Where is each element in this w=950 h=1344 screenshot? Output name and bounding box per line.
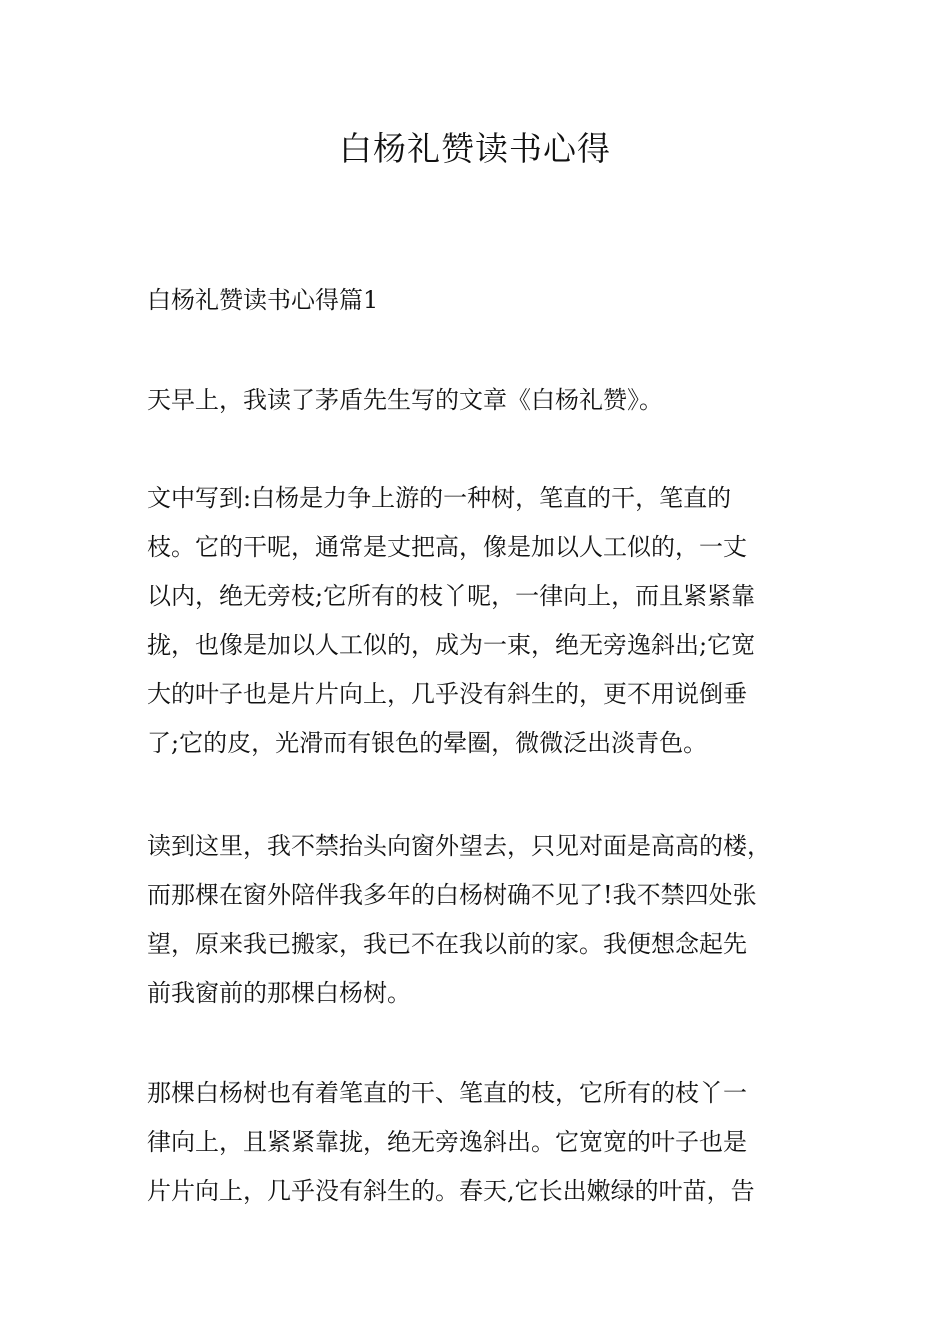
paragraph-1: 天早上，我读了茅盾先生写的文章《白杨礼赞》。 xyxy=(147,386,663,414)
paragraph-2: 文中写到:白杨是力争上游的一种树，笔直的干，笔直的 枝。它的干呢，通常是丈把高，像是加以人工似的，一丈 以内，绝无旁枝;它所有的枝丫呢，一律向上，而且紧紧靠 拢，也像是加以人工似的，成为一束，绝无旁逸斜出;它宽 大的叶子也是片片向上，几乎没有斜生的，更不用说倒垂 了;它的皮，光滑而有银色的晕圈，微微泛出淡青色。 xyxy=(147,484,756,757)
document-title: 白杨礼赞读书心得 xyxy=(339,129,611,168)
section-heading: 白杨礼赞读书心得篇1 xyxy=(147,286,379,314)
paragraph-3: 读到这里，我不禁抬头向窗外望去，只见对面是高高的楼， 而那棵在窗外陪伴我多年的白杨树确不见了!我不禁四处张 望，原来我已搬家，我已不在我以前的家。我便想念起先 前我窗前的那棵白杨树。 xyxy=(147,832,771,1007)
paragraph-4: 那棵白杨树也有着笔直的干、笔直的枝，它所有的枝丫一 律向上，且紧紧靠拢，绝无旁逸斜出。它宽宽的叶子也是 片片向上，几乎没有斜生的。春天,它长出嫩绿的叶苗，告 xyxy=(147,1079,755,1205)
